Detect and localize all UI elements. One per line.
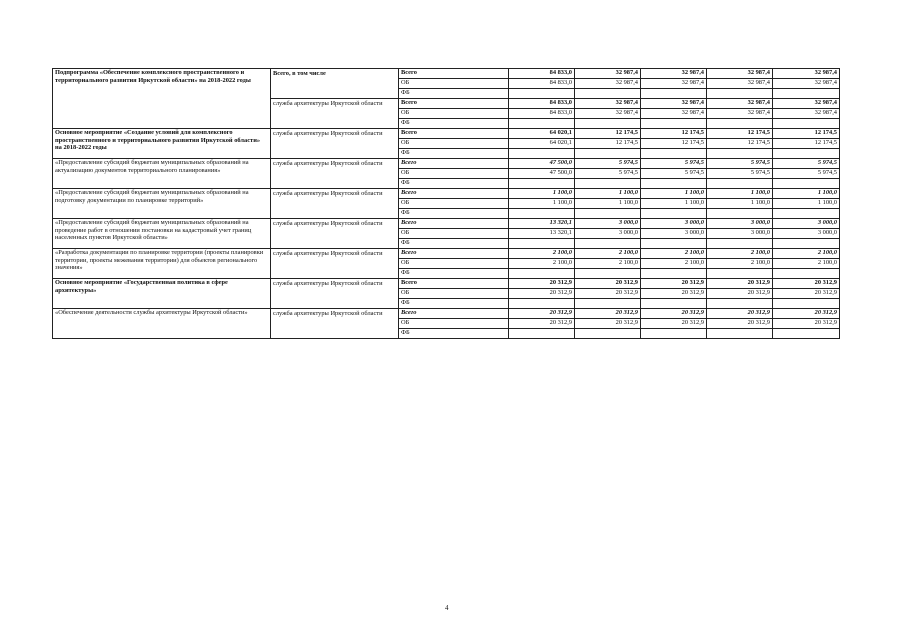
amount-cell: 47 500,0 [509,159,575,169]
funding-source-cell: ФБ [399,209,509,219]
amount-cell [707,269,773,279]
amount-cell: 20 312,9 [509,289,575,299]
funding-source-cell: Всего [399,159,509,169]
amount-cell [707,329,773,339]
amount-cell: 32 987,4 [773,109,840,119]
amount-cell: 3 000,0 [575,229,641,239]
funding-source-cell: Всего [399,129,509,139]
amount-cell [707,89,773,99]
table-row [53,249,840,259]
amount-cell [509,179,575,189]
amount-cell: 12 174,5 [707,129,773,139]
amount-cell: 20 312,9 [641,309,707,319]
amount-cell: 2 100,0 [641,259,707,269]
funding-source-cell: ОБ [399,109,509,119]
amount-cell [773,269,840,279]
amount-cell [509,89,575,99]
amount-cell [641,299,707,309]
amount-cell [641,89,707,99]
amount-cell [575,269,641,279]
amount-cell [707,239,773,249]
amount-cell [575,329,641,339]
amount-cell: 1 100,0 [641,199,707,209]
budget-table [52,68,840,339]
amount-cell: 32 987,4 [641,79,707,89]
table-row [53,189,840,199]
amount-cell: 20 312,9 [707,309,773,319]
amount-cell [641,329,707,339]
amount-cell [641,269,707,279]
amount-cell: 32 987,4 [707,79,773,89]
funding-source-cell: ОБ [399,289,509,299]
amount-cell: 20 312,9 [641,319,707,329]
program-name-cell: Подпрограмма «Обеспечение комплексного пространственного и территориального развития Иркутской области» на 2018-2022 годы [53,69,271,129]
amount-cell: 20 312,9 [575,279,641,289]
amount-cell: 2 100,0 [641,249,707,259]
amount-cell [773,179,840,189]
amount-cell: 32 987,4 [641,69,707,79]
amount-cell [575,119,641,129]
amount-cell: 5 974,5 [575,169,641,179]
amount-cell: 32 987,4 [773,69,840,79]
amount-cell: 20 312,9 [641,289,707,299]
responsible-executor-cell: служба архитектуры Иркутской области [271,309,399,339]
amount-cell [509,119,575,129]
amount-cell [509,299,575,309]
amount-cell: 32 987,4 [773,99,840,109]
amount-cell: 20 312,9 [773,289,840,299]
amount-cell: 2 100,0 [773,249,840,259]
amount-cell: 1 100,0 [707,199,773,209]
amount-cell: 12 174,5 [707,139,773,149]
funding-source-cell: ФБ [399,149,509,159]
program-name-cell: «Предоставление субсидий бюджетам муниципальных образований на актуализацию документов территориального планирования» [53,159,271,189]
program-name-cell: «Предоставление субсидий бюджетам муниципальных образований на подготовку документации по планировке территорий» [53,189,271,219]
funding-source-cell: ОБ [399,169,509,179]
amount-cell: 84 833,0 [509,69,575,79]
amount-cell [773,89,840,99]
amount-cell: 32 987,4 [641,99,707,109]
amount-cell: 20 312,9 [509,279,575,289]
amount-cell [641,149,707,159]
amount-cell: 47 500,0 [509,169,575,179]
amount-cell: 32 987,4 [707,109,773,119]
amount-cell: 3 000,0 [707,219,773,229]
amount-cell: 20 312,9 [575,319,641,329]
amount-cell: 32 987,4 [575,69,641,79]
amount-cell [707,209,773,219]
amount-cell [707,119,773,129]
amount-cell [575,239,641,249]
funding-source-cell: ФБ [399,269,509,279]
funding-source-cell: ОБ [399,139,509,149]
responsible-executor-cell: служба архитектуры Иркутской области [271,279,399,309]
amount-cell: 32 987,4 [575,79,641,89]
funding-source-cell: Всего [399,249,509,259]
responsible-executor-cell: Всего, в том числе [271,69,399,99]
amount-cell: 12 174,5 [641,139,707,149]
funding-source-cell: Всего [399,189,509,199]
table-row [53,129,840,139]
amount-cell [641,239,707,249]
amount-cell: 12 174,5 [641,129,707,139]
funding-source-cell: ФБ [399,239,509,249]
funding-source-cell: Всего [399,309,509,319]
funding-source-cell: Всего [399,99,509,109]
responsible-executor-cell: служба архитектуры Иркутской области [271,219,399,249]
amount-cell: 5 974,5 [707,159,773,169]
responsible-executor-cell: служба архитектуры Иркутской области [271,129,399,159]
amount-cell: 5 974,5 [641,159,707,169]
program-name-cell: «Предоставление субсидий бюджетам муниципальных образований на проведение работ в отношении постановки на кадастровый учет границ населенных пунктов Иркутской области» [53,219,271,249]
amount-cell: 84 833,0 [509,109,575,119]
program-name-cell: «Разработка документации по планировке территории (проекты планировки территории, проекты межевания территории) для объектов регионального значения» [53,249,271,279]
amount-cell [773,329,840,339]
amount-cell: 1 100,0 [707,189,773,199]
amount-cell: 2 100,0 [509,249,575,259]
amount-cell [773,119,840,129]
amount-cell: 32 987,4 [575,109,641,119]
program-name-cell: «Обеспечение деятельности службы архитектуры Иркутской области» [53,309,271,339]
amount-cell [773,209,840,219]
amount-cell: 1 100,0 [575,189,641,199]
funding-source-cell: ОБ [399,229,509,239]
amount-cell: 32 987,4 [707,99,773,109]
amount-cell: 20 312,9 [773,309,840,319]
funding-source-cell: ОБ [399,199,509,209]
amount-cell: 3 000,0 [641,219,707,229]
amount-cell: 20 312,9 [707,319,773,329]
funding-source-cell: Всего [399,69,509,79]
amount-cell: 5 974,5 [641,169,707,179]
table-row [53,69,840,79]
amount-cell: 2 100,0 [509,259,575,269]
amount-cell: 1 100,0 [773,199,840,209]
amount-cell: 20 312,9 [575,309,641,319]
amount-cell: 3 000,0 [641,229,707,239]
amount-cell: 20 312,9 [575,289,641,299]
amount-cell: 1 100,0 [641,189,707,199]
amount-cell: 2 100,0 [575,259,641,269]
funding-source-cell: ФБ [399,179,509,189]
funding-source-cell: ФБ [399,119,509,129]
page-number: 4 [445,604,449,612]
amount-cell [575,299,641,309]
amount-cell: 2 100,0 [575,249,641,259]
funding-source-cell: ОБ [399,259,509,269]
responsible-executor-cell: служба архитектуры Иркутской области [271,249,399,279]
amount-cell: 3 000,0 [773,229,840,239]
amount-cell: 64 020,1 [509,139,575,149]
table-row [53,159,840,169]
table-row [53,219,840,229]
amount-cell: 5 974,5 [707,169,773,179]
amount-cell: 2 100,0 [707,259,773,269]
amount-cell: 13 320,1 [509,219,575,229]
amount-cell [773,299,840,309]
amount-cell: 1 100,0 [575,199,641,209]
amount-cell: 12 174,5 [575,129,641,139]
amount-cell [509,209,575,219]
amount-cell: 5 974,5 [575,159,641,169]
amount-cell [773,149,840,159]
amount-cell: 12 174,5 [773,139,840,149]
responsible-executor-cell: служба архитектуры Иркутской области [271,99,399,129]
funding-source-cell: Всего [399,219,509,229]
amount-cell [641,119,707,129]
amount-cell: 20 312,9 [641,279,707,289]
amount-cell [575,149,641,159]
amount-cell: 20 312,9 [509,319,575,329]
amount-cell: 84 833,0 [509,99,575,109]
amount-cell [509,269,575,279]
amount-cell: 3 000,0 [773,219,840,229]
amount-cell: 20 312,9 [707,289,773,299]
table-row [53,279,840,289]
amount-cell: 32 987,4 [641,109,707,119]
amount-cell: 32 987,4 [575,99,641,109]
amount-cell: 32 987,4 [707,69,773,79]
funding-source-cell: ФБ [399,329,509,339]
amount-cell: 5 974,5 [773,169,840,179]
table-row [53,309,840,319]
funding-source-cell: ФБ [399,299,509,309]
funding-source-cell: Всего [399,279,509,289]
amount-cell [575,179,641,189]
amount-cell: 1 100,0 [509,199,575,209]
responsible-executor-cell: служба архитектуры Иркутской области [271,189,399,219]
amount-cell: 32 987,4 [773,79,840,89]
funding-source-cell: ФБ [399,89,509,99]
amount-cell: 64 020,1 [509,129,575,139]
amount-cell: 20 312,9 [773,279,840,289]
amount-cell: 5 974,5 [773,159,840,169]
amount-cell: 2 100,0 [773,259,840,269]
responsible-executor-cell: служба архитектуры Иркутской области [271,159,399,189]
amount-cell [575,89,641,99]
amount-cell [641,209,707,219]
amount-cell: 20 312,9 [773,319,840,329]
amount-cell: 12 174,5 [575,139,641,149]
amount-cell: 2 100,0 [707,249,773,259]
amount-cell [707,179,773,189]
amount-cell: 20 312,9 [509,309,575,319]
program-name-cell: Основное мероприятие «Государственная политика в сфере архитектуры» [53,279,271,309]
amount-cell [575,209,641,219]
amount-cell: 12 174,5 [773,129,840,139]
amount-cell: 20 312,9 [707,279,773,289]
program-name-cell: Основное мероприятие «Создание условий для комплексного пространственного и территориального развития Иркутской области» на 2018-2022 годы [53,129,271,159]
amount-cell [509,149,575,159]
amount-cell [773,239,840,249]
amount-cell [707,299,773,309]
amount-cell: 3 000,0 [575,219,641,229]
amount-cell: 84 833,0 [509,79,575,89]
amount-cell [641,179,707,189]
funding-source-cell: ОБ [399,79,509,89]
funding-source-cell: ОБ [399,319,509,329]
amount-cell: 13 320,1 [509,229,575,239]
amount-cell [509,329,575,339]
amount-cell [509,239,575,249]
amount-cell [707,149,773,159]
amount-cell: 1 100,0 [773,189,840,199]
amount-cell: 3 000,0 [707,229,773,239]
budget-table-body [53,69,840,339]
amount-cell: 1 100,0 [509,189,575,199]
